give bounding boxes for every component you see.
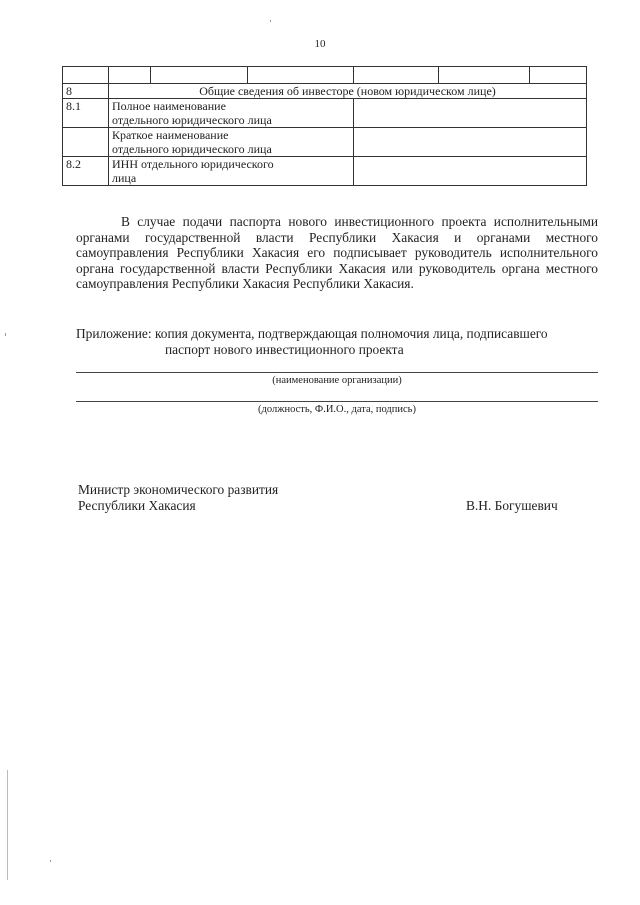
table-header-row <box>63 67 587 84</box>
row-value <box>354 99 587 128</box>
signing-paragraph: В случае подачи паспорта нового инвестиционного проекта исполнительными органами государственной власти Республики Хакасия и органами местного самоуправления Республики Хакасия его подписывает руководитель исполнительного органа государственной власти Республики Хакасия или руководитель органа местного самоуправления Республики Хакасия Республики Хакасия. <box>76 214 598 292</box>
investor-info-table <box>62 66 587 186</box>
organization-caption: (наименование организации) <box>272 375 402 386</box>
appendix-paragraph <box>76 326 598 357</box>
row-number: 8.1 <box>63 99 109 128</box>
table-row <box>63 157 587 186</box>
scan-speck <box>50 860 51 862</box>
row-label: Полное наименование отдельного юридического лица <box>109 99 354 128</box>
scan-speck <box>5 333 6 336</box>
appendix-line-1: Приложение: копия документа, подтверждающая полномочия лица, подписавшего <box>76 326 548 341</box>
signatory-name: В.Н. Богушевич <box>466 498 558 513</box>
section-number: 8 <box>63 84 109 99</box>
row-value <box>354 157 587 186</box>
signature-line <box>76 401 598 402</box>
appendix-line-2: паспорт нового инвестиционного проекта <box>165 341 404 357</box>
row-label: ИНН отдельного юридического лица <box>109 157 354 186</box>
row-label: Краткое наименование отдельного юридического лица <box>109 128 354 157</box>
scan-speck <box>270 20 271 22</box>
page-number: 10 <box>314 38 326 50</box>
signature-caption: (должность, Ф.И.О., дата, подпись) <box>258 404 416 415</box>
row-number <box>63 128 109 157</box>
section-title: Общие сведения об инвесторе (новом юридическом лице) <box>109 84 587 99</box>
scan-edge-mark <box>7 770 8 880</box>
row-number: 8.2 <box>63 157 109 186</box>
table-row <box>63 128 587 157</box>
table-section-row <box>63 84 587 99</box>
table-row <box>63 99 587 128</box>
signatory-position: Министр экономического развития Республики Хакасия <box>78 482 279 513</box>
organization-name-line <box>76 372 598 373</box>
row-value <box>354 128 587 157</box>
